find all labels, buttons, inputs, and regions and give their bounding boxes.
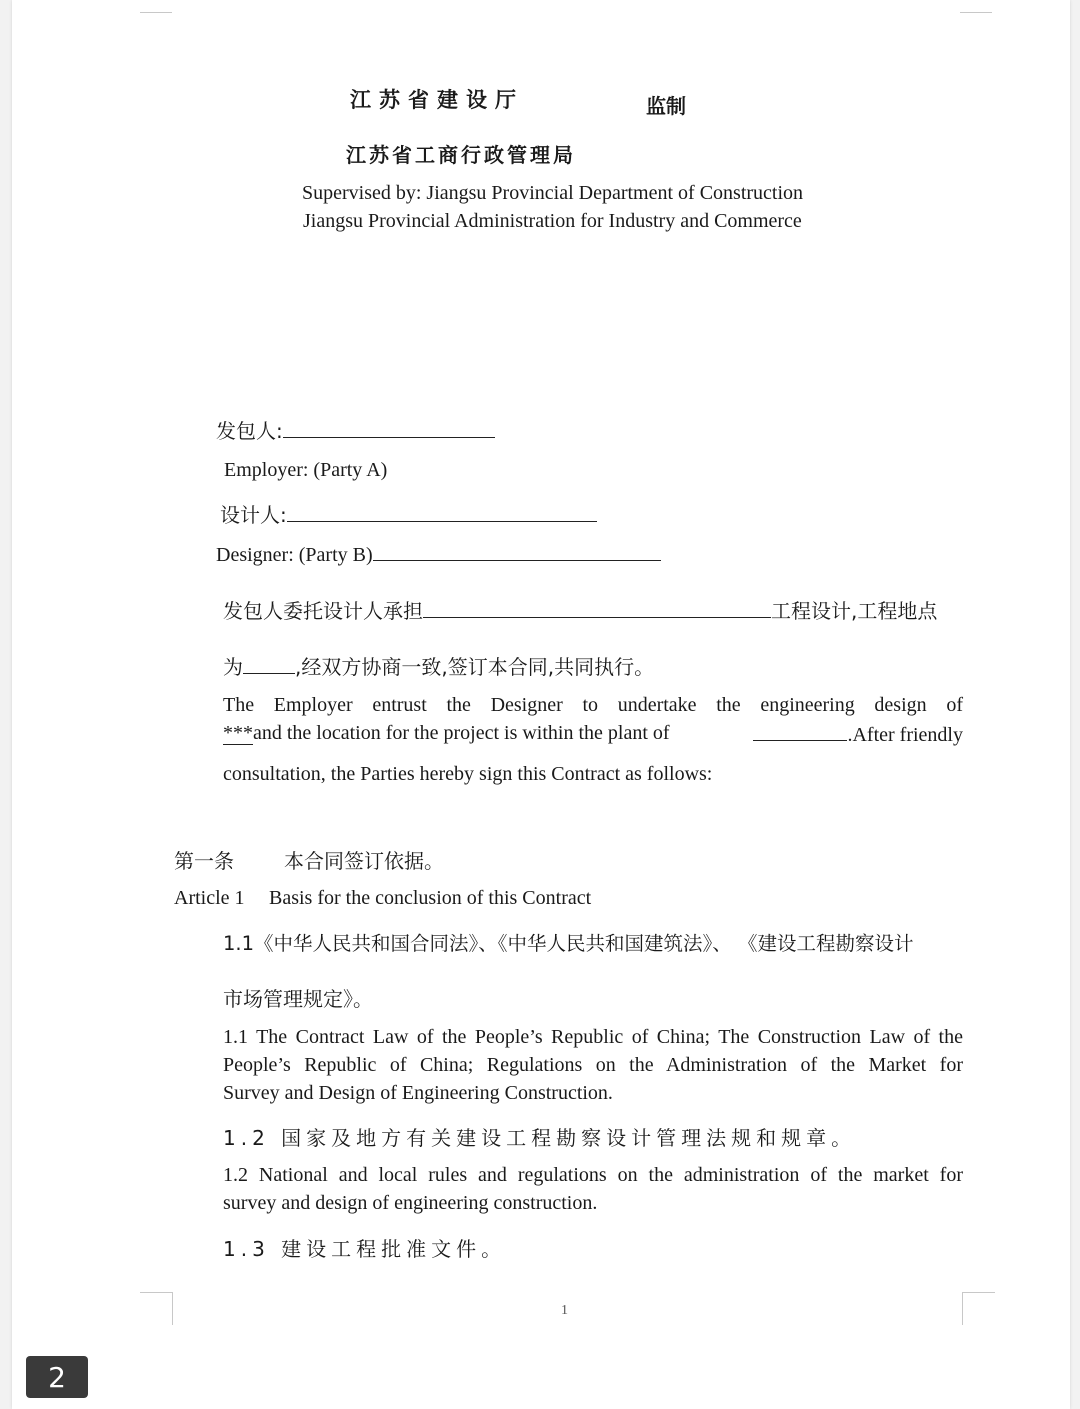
article-1-cn-title: 本合同签订依据。	[284, 849, 444, 873]
item-1-1-en-line-2: People’s Republic of China; Regulations on the Administration of the Market for	[223, 1054, 963, 1076]
designer-en-row	[216, 542, 661, 567]
intro-en-line-3: consultation, the Parties hereby sign this Contract as follows:	[223, 763, 713, 785]
designer-name-blank	[287, 503, 597, 522]
employer-en-label: Employer: (Party A)	[224, 459, 388, 481]
supervised-by-line-2: Jiangsu Provincial Administration for Industry and Commerce	[303, 210, 802, 232]
page-number: 1	[561, 1303, 568, 1318]
employer-cn-label: 发包人:	[216, 419, 283, 443]
intro-cn-text-c: 为	[223, 655, 243, 679]
plant-blank	[753, 722, 847, 741]
item-1-3-cn: 1.3 建设工程批准文件。	[223, 1237, 507, 1261]
crop-mark-bottom-left	[140, 1292, 173, 1325]
document-page	[12, 0, 1070, 1409]
intro-cn-line-2	[223, 651, 654, 680]
intro-en-text-c: .After friendly	[847, 724, 963, 746]
intro-en-line-2	[223, 722, 963, 747]
intro-cn-text-a: 发包人委托设计人承担	[223, 599, 423, 623]
article-1-en-title: Basis for the conclusion of this Contract	[269, 887, 592, 909]
employer-name-blank	[283, 419, 495, 438]
location-blank	[243, 655, 295, 674]
crop-mark-top-left	[140, 0, 172, 13]
designer-en-label: Designer: (Party B)	[216, 544, 373, 566]
intro-en-line-1: The Employer entrust the Designer to undertake the engineering design of	[223, 694, 963, 716]
intro-en-text-b: and the location for the project is within the plant of	[253, 722, 670, 744]
article-1-en-number: Article 1	[174, 887, 245, 909]
designer-cn-label: 设计人:	[220, 503, 287, 527]
employer-cn-row	[216, 415, 495, 444]
intro-cn-text-b: 工程设计,工程地点	[771, 599, 938, 623]
intro-cn-line-1	[223, 595, 937, 624]
crop-mark-bottom-right	[962, 1292, 995, 1325]
header-admin-cn: 江苏省工商行政管理局	[346, 143, 576, 167]
viewer-page-badge[interactable]: 2	[26, 1356, 88, 1398]
supervised-by-line-1: Supervised by: Jiangsu Provincial Department of Construction	[302, 182, 804, 204]
crop-mark-top-right	[960, 0, 992, 13]
article-1-cn-number: 第一条	[174, 849, 234, 873]
intro-cn-text-d: ,经双方协商一致,签订本合同,共同执行。	[295, 655, 655, 679]
project-name-blank	[423, 599, 771, 618]
item-1-1-cn-line-2: 市场管理规定》。	[223, 987, 373, 1011]
item-1-1-cn-line-1: 1.1《中华人民共和国合同法》、《中华人民共和国建筑法》、 《建设工程勘察设计	[223, 932, 914, 955]
project-placeholder: ***	[223, 722, 253, 744]
item-1-1-en-line-3: Survey and Design of Engineering Construction.	[223, 1082, 613, 1104]
item-1-2-en-line-1: 1.2 National and local rules and regulations on the administration of the market for	[223, 1164, 963, 1186]
header-supervise-cn: 监制	[646, 94, 686, 118]
designer-cn-row	[220, 499, 597, 528]
item-1-2-en-line-2: survey and design of engineering construction.	[223, 1192, 598, 1214]
item-1-1-en-line-1: 1.1 The Contract Law of the People’s Republic of China; The Construction Law of the	[223, 1026, 963, 1048]
designer-en-blank	[373, 542, 661, 561]
item-1-2-cn: 1.2 国家及地方有关建设工程勘察设计管理法规和规章。	[223, 1126, 857, 1150]
header-dept-cn: 江苏省建设厅	[350, 88, 524, 112]
